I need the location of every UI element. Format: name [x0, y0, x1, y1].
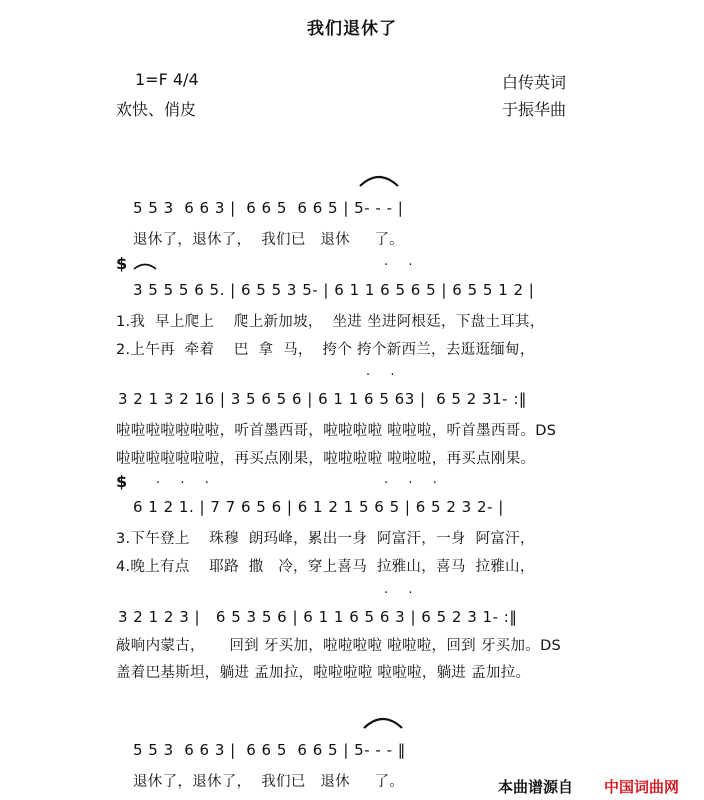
notation-line-5: 3 2 1 2 3 | 6 5 3 5 6 | 6 1 1 6 5 6 3 | 6 5 2 3 1- :‖: [118, 608, 518, 626]
key-time-signature: 1=F 4/4: [135, 70, 199, 89]
notation-line-6: 5 5 3 6 6 3 | 6 6 5 6 6 5 | 5- - - ‖: [133, 741, 406, 759]
octave-dots-3: · · ·: [156, 476, 213, 491]
lyric-line-2a: 1.我 早上爬上 爬上新加坡， 坐进 坐进阿根廷，下盘土耳其，: [116, 314, 545, 330]
lyric-line-3b: 啦啦啦啦啦啦啦，再买点刚果，啦啦啦啦 啦啦啦，再买点刚果。: [116, 451, 536, 467]
lyric-line-5b: 盖着巴基斯坦，躺进 孟加拉，啦啦啦啦 啦啦啦，躺进 孟加拉。: [116, 665, 531, 681]
segno-sign-2: $: [116, 472, 128, 491]
source-label: 本曲谱源自: [498, 778, 574, 796]
lyric-line-5a: 敲响内蒙古， 回到 牙买加，啦啦啦啦 啦啦啦，回到 牙买加。DS: [116, 638, 562, 654]
slur-arc-icon: [358, 172, 400, 188]
octave-dots-1: · ·: [384, 258, 417, 273]
composer-credit: 于振华曲: [502, 100, 567, 119]
octave-dots-4: · · ·: [384, 476, 441, 491]
lyric-line-4a: 3.下午登上 珠穆 朗玛峰，累出一身 阿富汗，一身 阿富汗，: [116, 531, 535, 547]
lyric-line-2b: 2.上午再 牵着 巴 拿 马， 挎个 挎个新西兰，去逛逛缅甸，: [116, 342, 535, 358]
octave-dots-5: · ·: [384, 586, 417, 601]
segno-sign-1: $: [116, 254, 128, 273]
lyric-line-6: 退休了，退休了， 我们已 退休 了。: [133, 774, 405, 790]
notation-line-4: 6 1 2 1. | 7 7 6 5 6 | 6 1 2 1 5 6 5 | 6 5 2 3 2- |: [133, 498, 504, 516]
small-slur-icon: [132, 260, 158, 270]
lyric-line-4b: 4.晚上有点 耶路 撒 冷，穿上喜马 拉雅山，喜马 拉雅山，: [116, 559, 535, 575]
lyricist-credit: 白传英词: [502, 73, 567, 92]
notation-line-3: 3 2 1 3 2 16 | 3 5 6 5 6 | 6 1 1 6 5 63 | 6 5 2 31- :‖: [118, 390, 527, 408]
site-name-link[interactable]: 中国词曲网: [604, 778, 680, 796]
slur-arc-icon-2: [362, 714, 404, 730]
octave-dots-2: · ·: [366, 368, 399, 383]
lyric-line-3a: 啦啦啦啦啦啦啦，听首墨西哥，啦啦啦啦 啦啦啦，听首墨西哥。DS: [116, 423, 557, 439]
notation-line-2: 3 5 5 5 6 5. | 6 5 5 3 5- | 6 1 1 6 5 6 5 | 6 5 5 1 2 |: [133, 281, 535, 299]
mood-marking: 欢快、俏皮: [116, 100, 197, 119]
lyric-line-1: 退休了，退休了， 我们已 退休 了。: [133, 232, 405, 248]
song-title: 我们退休了: [307, 19, 397, 39]
notation-line-1: 5 5 3 6 6 3 | 6 6 5 6 6 5 | 5- - - |: [133, 199, 404, 217]
